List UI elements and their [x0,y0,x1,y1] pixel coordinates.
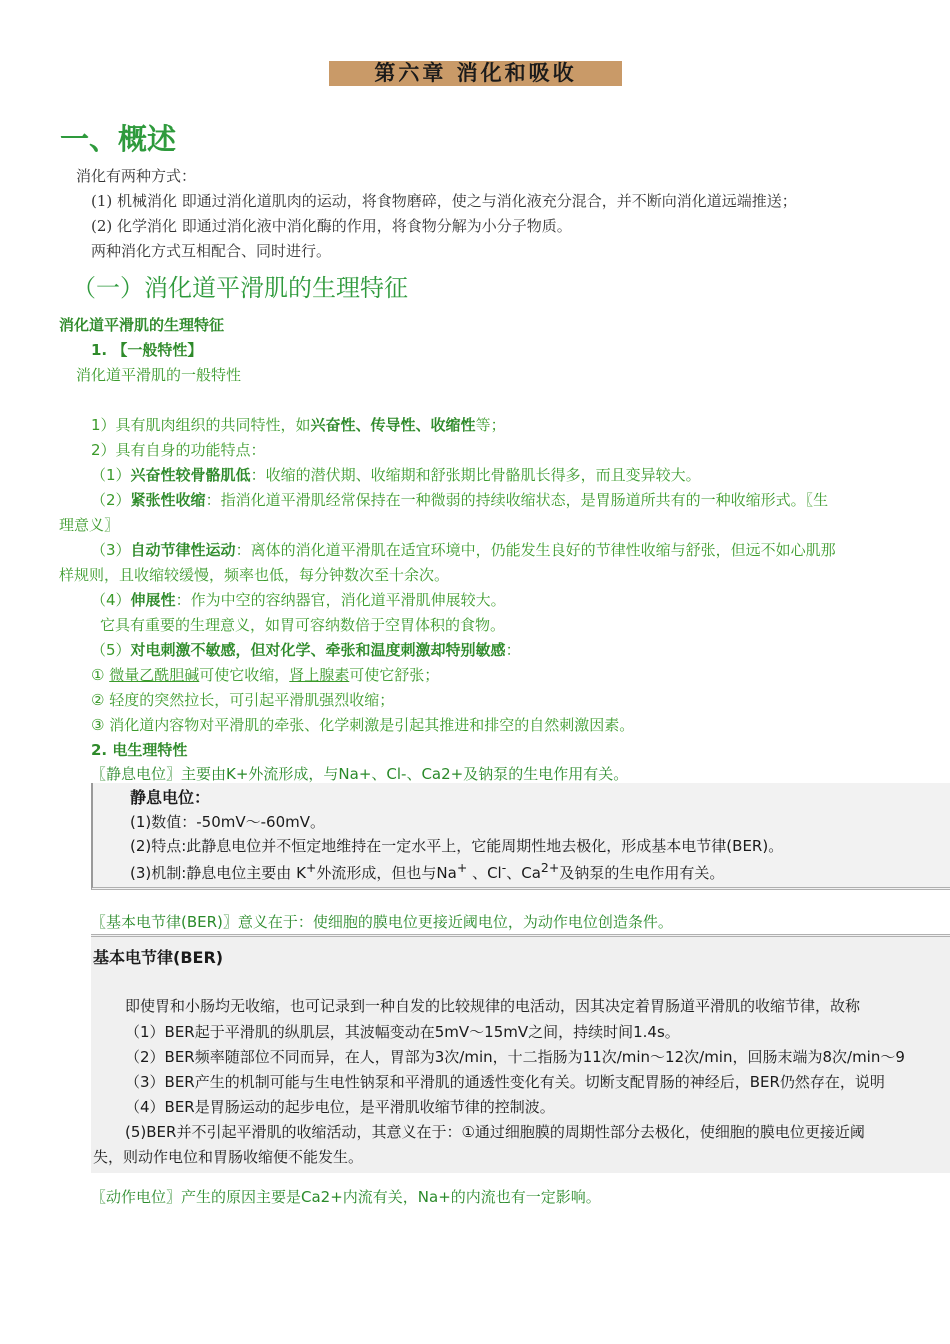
trait-excitability [91,464,701,485]
resting-potential-box [91,783,950,890]
trait-keyword: 兴奋性较骨骼肌低 [130,466,251,484]
resting-box-line-2: (2)特点:此静息电位并不恒定地维持在一定水平上，它能周期性地去极化，形成基本电节律(BER)。 [130,837,784,855]
link-adrenaline[interactable]: 肾上腺素 [289,666,350,684]
text: (3)机制:静息电位主要由 K [130,864,306,882]
trait-keyword: 自动节律性运动 [130,541,236,559]
text: 及钠泵的生电作用有关。 [559,864,725,882]
link-acetylcholine[interactable]: 微量乙酰胆碱 [109,666,200,684]
sensitivity-item-2: ② 轻度的突然拉长，可引起平滑肌强烈收缩； [91,691,395,709]
superscript: - [501,860,507,875]
trait-number: （3） [91,541,131,559]
overview-item-chemical: (2) 化学消化 即通过消化液中消化酶的作用，将食物分解为小分子物质。 [91,217,572,235]
general-traits-label: 1. 【一般特性】 [91,341,203,359]
text: 、Ca [506,864,541,882]
superscript: 2+ [540,860,560,875]
resting-potential-note: 〖静息电位〗主要由K+外流形成，与Na+、Cl-、Ca2+及钠泵的生电作用有关。 [91,765,629,783]
ber-box-line-4: （4）BER是胃肠运动的起步电位，是平滑肌收缩节律的控制波。 [125,1098,555,1116]
general-traits-subtitle: 消化道平滑肌的一般特性 [76,366,242,384]
item-text: 可使它收缩， [199,666,290,684]
trait-common [91,414,506,435]
trait-number: （2） [91,491,131,509]
trait-common-text: 1）具有肌肉组织的共同特性，如 [91,416,311,434]
resting-box-title: 静息电位： [130,788,211,807]
trait-extensibility [91,589,506,610]
trait-common-keywords: 兴奋性、传导性、收缩性 [310,416,476,434]
trait-description: ：指消化道平滑肌经常保持在一种微弱的持续收缩状态，是胃肠道所共有的一种收缩形式。〖生 [205,491,829,509]
ber-box-line-6: 失，则动作电位和胃肠收缩便不能发生。 [93,1148,364,1166]
electro-label: 2. 电生理特性 [91,741,188,759]
ber-box-line-0: 即使胃和小肠均无收缩，也可记录到一种自发的比较规律的电活动，因其决定着胃肠道平滑肌的收缩节律，故称 [125,997,861,1015]
trait-tonic-cont: 理意义〗 [59,516,120,534]
topic-label: 消化道平滑肌的生理特征 [59,316,225,334]
trait-keyword: 紧张性收缩 [130,491,206,509]
resting-box-line-1: (1)数值：-50mV～-60mV。 [130,813,325,831]
trait-description: ：作为中空的容纳器官，消化道平滑肌伸展较大。 [175,591,506,609]
sensitivity-item-3: ③ 消化道内容物对平滑肌的牵张、化学刺激是引起其推进和排空的自然刺激因素。 [91,716,635,734]
trait-number: （4） [91,591,131,609]
ber-box [91,934,950,1173]
subsection-heading: （一）消化道平滑肌的生理特征 [72,274,408,302]
sensitivity-item-1 [91,664,439,685]
ber-box-line-3: （3）BER产生的机制可能与生电性钠泵和平滑肌的通透性变化有关。切断支配胃肠的神经后，BER仍然存在，说明 [125,1073,885,1091]
overview-intro: 消化有两种方式： [76,167,197,185]
trait-keyword: 对电刺激不敏感，但对化学、牵张和温度刺激却特别敏感 [130,641,506,659]
overview-summary: 两种消化方式互相配合、同时进行。 [91,242,332,260]
chapter-title-banner: 第六章 消化和吸收 [329,61,622,86]
trait-extensibility-cont: 它具有重要的生理意义，如胃可容纳数倍于空胃体积的食物。 [100,616,506,634]
trait-number: （5） [91,641,131,659]
item-marker: ① [91,666,110,684]
ber-box-line-1: （1）BER起于平滑肌的纵肌层，其波幅变动在5mV～15mV之间，持续时间1.4s。 [125,1023,680,1041]
ber-note: 〖基本电节律(BER)〗意义在于：使细胞的膜电位更接近阈电位，为动作电位创造条件。 [91,913,673,931]
trait-own: 2）具有自身的功能特点： [91,441,266,459]
trait-description: ：收缩的潜伏期、收缩期和舒张期比骨骼肌长得多，而且变异较大。 [250,466,701,484]
trait-rhythmic [91,539,836,560]
trait-rhythmic-cont: 样规则，且收缩较缓慢，频率也低，每分钟数次至十余次。 [59,566,450,584]
trait-keyword: 伸展性 [130,591,176,609]
superscript: + [305,860,317,875]
resting-box-line-3 [130,860,724,883]
text: 、Cl [467,864,502,882]
trait-sensitivity [91,639,521,660]
ber-box-line-5: (5)BER并不引起平滑肌的收缩活动，其意义在于：①通过细胞膜的周期性部分去极化，使细胞的膜电位更接近阈 [125,1123,865,1141]
section-heading-overview: 一、概述 [60,122,177,156]
action-potential-note: 〖动作电位〗产生的原因主要是Ca2+内流有关，Na+的内流也有一定影响。 [91,1188,601,1206]
ber-box-line-2: （2）BER频率随部位不同而异，在人，胃部为3次/min，十二指肠为11次/min～12次/min，回肠末端为8次/min～9 [125,1048,905,1066]
trait-description: ：离体的消化道平滑肌在适宜环境中，仍能发生良好的节律性收缩与舒张，但远不如心肌那 [235,541,836,559]
ber-box-title: 基本电节律(BER) [93,948,224,967]
item-text: 可使它舒张； [349,666,440,684]
trait-number: （1） [91,466,131,484]
overview-item-mechanical: (1) 机械消化 即通过消化道肌肉的运动，将食物磨碎，使之与消化液充分混合，并不断向消化道远端推送； [91,192,797,210]
trait-common-end: 等； [475,416,506,434]
trait-tonic [91,489,828,510]
text: 外流形成，但也与Na [316,864,457,882]
trait-colon: ： [505,641,521,659]
superscript: + [456,860,468,875]
